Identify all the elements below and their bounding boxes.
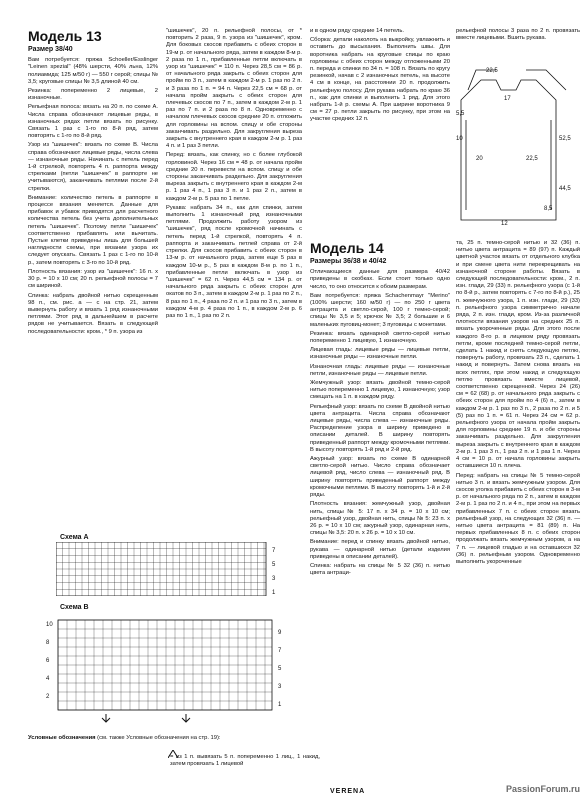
row-number: 10 bbox=[46, 622, 53, 628]
paragraph: Рукава: набрать 34 п., как для спинки, затем выполнить 1 изнаночный ряд изнаночными петлями. Продолжить работу узором из "шишечек", ряд после кромочной начинать с петель перед 1-й стрелкой, повторять 4 п. раппорта и заканчивать петлей справа от 2-й стрелки. Для скосов прибавить с обеих сторон в 13-м р. от начального ряда, затем еще 5 раз в каждом 10-м р., 5 раз в каждом 8-м р. по 1 п., прибавленные петли включать в узор из "шишечек" = 62 п. Через 44,5 см = 134 р. от начального ряда закрыть с обеих сторон для окатов по 3 п., затем в каждом 2-м р. 1 раз по 2 п., 8 раз по 1 п., 4 раза по 2 п. и 1 раз по 3 п., затем в каждом 4-м р. 4 раза по 1 п., в каждом 2-м р. 6 раз по 1 п., 1 раз по 2 п. bbox=[166, 204, 302, 319]
pattern-diagram bbox=[456, 60, 580, 230]
diagram-dim: 44,5 bbox=[559, 186, 571, 192]
row-number: 6 bbox=[46, 658, 50, 664]
row-number: 7 bbox=[272, 548, 276, 554]
paragraph: Резинка: попеременно 2 лицевые, 2 изнаночные. bbox=[28, 88, 158, 102]
legend-item-text: = из 1 п. вывязать 5 п. попеременно 1 лиц., 1 накид, затем провязать 1 лицевой bbox=[170, 754, 320, 768]
paragraph: Узор из "шишечек": вязать по схеме В. Числа справа обозначают лицевые ряды, числа слева — изнаночные ряды. Начинать с петель перед 1-й стрелкой, повторять 4 п. раппорта между стрелками (петли "шишечек" в раппорте не учитываются), заканчивать петлями после 2-й стрелки. bbox=[28, 142, 158, 192]
row-number: 1 bbox=[272, 590, 276, 596]
diagram-dim: 22,5 bbox=[526, 156, 538, 162]
legend-item bbox=[170, 754, 320, 770]
paragraph: "шишечек", 20 п. рельефной полосы, от * повторить 2 раза, 9 п. узора из "шишечек", кром. Для боковых скосов прибавить с обеих сторон в 19-м р. от начального ряда, затем в каждом 8-м р. 2 раза по 1 п., прибавленные петли включать в узор из "шишечек" = 110 п. Через 28,5 см = 86 р. от начального ряда закрыть с обеих сторон для пройм по 3 п., затем в каждом 2-м р. 1 раз по 2 п. и 3 раза по 1 п. = 94 п. Через 22,5 см = 68 р. от начала пройм закрыть с обеих сторон для плечевых скосов по 7 п., затем в каждом 2-м р. 1 раз по 7 п. и 2 раза по 8 п. Одновременно с началом плечевых скосов средние 20 п. отложить для горловины на вспом. спицу и обе стороны заканчивать раздельно. Для закругления выреза закрыть с внутреннего края в каждом 2-м р. 1 раз 4 п. и 1 раз 3 петли. bbox=[166, 28, 302, 150]
schema-b-label: Схема В bbox=[60, 604, 89, 611]
legend-symbol bbox=[168, 750, 178, 758]
paragraph: Жемчужный узор: вязать двойной темно-серой нитью попеременно 1 лицевую, 1 изнаночную; узор смещать на 1 п. в каждом ряду. bbox=[310, 380, 450, 401]
model13-title: Модель 13 bbox=[28, 28, 102, 44]
column-4-top bbox=[456, 28, 580, 44]
paragraph: рельефной полосы 3 раза по 2 п. провязать вместе лицевыми. Вшить рукава. bbox=[456, 28, 580, 42]
diagram-dim: 20 bbox=[476, 156, 483, 162]
paragraph: Внимание: количество петель в раппорте в процессе вязания меняется. Данные для прибавок и убавок приводятся для расчетного количества петель без учета дополнительных петель "шишечек". Поэтому петли "шишечек" соответственно прибавлять или вычитать. Пустые клетки приведены лишь для большей наглядности схемы, при вязании узора их следует опускать. Связать 1 раз с 1-го по 10-й р., затем повторять с 3-го по 10-й ряд. bbox=[28, 194, 158, 266]
schema-a-grid bbox=[56, 542, 286, 596]
model13-size: Размер 38/40 bbox=[28, 46, 73, 53]
paragraph: Рельефный узор: вязать по схеме В двойной нитью цвета антрацита. Числа справа обозначают лицевые ряды, числа слева — изнаночные ряды. Распределение узора в ширину приведено в описании деталей. В ширину повторять приведенный раппорт между кромочными петлями. В высоту повторять 1-й ряд и 2-й ряд. bbox=[310, 403, 450, 453]
paragraph: Спинка: набрать двойной нитью скрещенным 98 п., см. рис. а — с на стр. 21, затем вывернуть работу и вязать 1 ряд изнаночными петлями. Этот ряд в дальнейшем в расчете рядов не учитывается. Вязать в следующей последовательности: кром., * 9 п. узора из bbox=[28, 292, 158, 335]
row-number: 9 bbox=[278, 630, 282, 636]
row-number: 3 bbox=[278, 684, 282, 690]
row-number: 2 bbox=[46, 694, 50, 700]
paragraph: Спинка: набрать на спицы № 5 32 (36) п. нитью цвета антраци- bbox=[310, 562, 450, 577]
row-number: 8 bbox=[46, 640, 50, 646]
paragraph: и в одном ряду средние 14 петель. bbox=[310, 28, 404, 34]
paragraph: Плотность вязания: жемчужный узор, двойная нить, спицы № 5: 17 п. х 34 р. = 10 х 10 см; рельефный узор, двойная нить, спицы № 5: 23 п. х 26 р. = 10 х 10 см; ажурный узор, одинарная нить, спицы № 3,5: 20 п. х 26 р. = 10 х 10 см. bbox=[310, 501, 450, 537]
row-number: 7 bbox=[278, 648, 282, 654]
watermark: PassionForum.ru bbox=[505, 784, 580, 794]
column-3-top bbox=[310, 28, 450, 228]
diagram-dim: 17 bbox=[504, 96, 511, 102]
row-number: 3 bbox=[272, 576, 276, 582]
paragraph: Перед: набрать на спицы № 5 темно-серой нитью 3 п. и вязать жемчужным узором. Для скосов уголка прибавить с обеих сторон в 3-м р. от начального ряда по 2 п., затем в каждом 2-м р. 1 раз по 2 п. и 4 п., при этом на первых прибавленных 7 п. с обеих сторон вязать рельефный узор, на следующих 32 (36) п. — нитью цвета антрацита = 81 (89) п. На первых прибавленных 8 п. с обеих сторон продолжать вязать жемчужным узором, а на 7 п. — лицевой гладью и на оставшихся 32 (36) п. рельефным узором. Одновременно выполнить укороченные bbox=[456, 472, 580, 565]
schema-a-label: Схема А bbox=[60, 534, 89, 541]
diagram-dim: 52,5 bbox=[559, 136, 571, 142]
paragraph: Лицевая гладь: лицевые ряды — лицевые петли, изнаночные ряды — изнаночные петли. bbox=[310, 347, 450, 361]
row-number: 1 bbox=[278, 702, 282, 708]
paragraph: Сборка: детали наколоть на выкройку, увлажнить и оставить до высыхания. Выполнить швы. Для воротника набрать на круговые спицы по краю горловины с обеих сторон между отложенными 20 п. переда и спинки по 34 п. = 108 п. Вязать по кругу резинкой, начав с 2 изнаночных петель, на высоте 4 см в конце, на расстоянии 20 п. продолжить рельефную полосу. Для рукава набрать по краю 36 п., как для спинки и выполнить 1 ряд. Для этого набрать 1-й р. схемы А. При ширине воротника 9 см = 27 р. петли закрыть по рисунку, при этом на участке средних 12 п. bbox=[310, 37, 450, 123]
magazine-footer: VERENA bbox=[330, 788, 366, 795]
diagram-dim: 10 bbox=[456, 136, 463, 142]
diagram-dim: 8,5 bbox=[544, 206, 553, 212]
paragraph: та, 25 п. темно-серой нитью и 32 (36) п. нитью цвета антрацита = 89 (97) п. Каждый цветной участок вязать от отдельного клубка и при смене цвета нити перекрещивать на изнаночной стороне работы. Вязать в следующей последовательности: кром., 2 п. изн. глади, 29 (33) п. рельефного узора (с 1-й по 8-й р., затем повторять с 7-го по 8-й р.), 25 п. жемчужного узора, 1 п. изн. глади, 29 (33) п. рельефного узора симметрично начале ряда, 2 п. изн. глади, кром. Из-за различной плотности вязания узоров на средних 25 п. вязать укороченные ряды. Для этого после каждого 8-го р. в лицевом ряду провязать петли, кроме последней темно-серой петли, сделать 1 накид и снять следующую петлю, повернуть работу, провязать 23 п., сделать 1 накид и повернуть. Затем снова вязать на всех петлях, при этом накид и следующую петлю провязать вместе лицевой, соответственно скрещенной. Через 24 (26) см = 62 (68) р. от начального ряда закрыть с обеих сторон для пройм по 4 (6) п., затем в каждом 2-м р. 1 раз по 3 п., 2 раза по 2 п. и 5 (5) раз по 1 п. = 61 п. Через 24 см = 62 р. рельефного узора от начала пройм закрыть для горловины средние 19 п. и обе стороны заканчивать раздельно. Для закругления выреза закрыть с внутреннего края в каждом 2-м р. 1 раз 3 п., 1 раз 2 п. и 1 раз 1 п. Через 4 см = 10 р. от начала горловины закрыть оставшиеся 10 п. плеча. bbox=[456, 240, 580, 470]
legend-title: Условные обозначения (см. также Условные обозначения на стр. 19): bbox=[28, 735, 221, 741]
model14-sizes: Размеры 36/38 и 40/42 bbox=[310, 258, 387, 265]
row-number: 5 bbox=[278, 666, 282, 672]
diagram-dim: 12 bbox=[501, 221, 508, 227]
paragraph: Вам потребуется: пряжа Schoeller/Esslinger "Leinen spezial" (48% шерсти, 40% льна, 12% полиамида; 125 м/50 г) — 550 г серой; спицы № 3,5; круговые спицы № 3,5 длиной 40 см. bbox=[28, 57, 158, 85]
column-2 bbox=[166, 28, 302, 528]
paragraph: Изнаночная гладь: лицевые ряды — изнаночные петли, изнаночные ряды — лицевые петли. bbox=[310, 363, 450, 377]
paragraph: Ажурный узор: вязать по схеме В одинарной светло-серой нитью. Число справа обозначает лицевой ряд, число слева — изнаночный ряд. В ширину повторять приведенный раппорт между кромочными петлями. В высоту повторять 1-й и 2-й ряды. bbox=[310, 456, 450, 499]
paragraph: Вам потребуется: пряжа Schachenmayr "Merino" (100% шерсти; 160 м/50 г) — по 250 г цвета антрацита и светло-серой, 100 г темно-серой; спицы № 3,5 и 5; крючок № 3,5; 2 большие и 6 маленьких пуговиц-монет; 3 пуговицы с монетами. bbox=[310, 292, 450, 328]
paragraph: Плотность вязания: узор из "шишечек": 16 п. х 30 р. = 10 х 10 см; 20 п. рельефной полосы = 7 см шириной. bbox=[28, 268, 158, 290]
paragraph: Отличающиеся данные для размера 40/42 приведены в скобках. Если стоит только одно число, то оно относится к обоим размерам. bbox=[310, 269, 450, 290]
diagram-dim: 22,5 bbox=[486, 68, 498, 74]
row-number: 4 bbox=[46, 676, 50, 682]
paragraph: Перед: вязать, как спинку, но с более глубокой горловиной. Через 16 см = 48 р. от начала пройм средние 20 п. перевести на вспом. спицу и обе стороны заканчивать раздельно. Для закругления выреза закрыть с внутреннего края в каждом 2-м р. 1 раз 4 п., 1 раз 3 п. и 1 раз 2 п., затем в каждом 2-м р. 5 раз по 1 петле. bbox=[166, 152, 302, 202]
column-4-model14 bbox=[456, 240, 580, 568]
diagram-dim: 5,5 bbox=[456, 111, 465, 117]
column-1 bbox=[28, 28, 158, 338]
paragraph: Внимание: перед и спинку вязать двойной нитью, рукава — одинарной нитью (детали изделия приведены в описании деталей). bbox=[310, 539, 450, 560]
column-3-model14 bbox=[310, 240, 450, 579]
model14-title: Модель 14 bbox=[310, 240, 384, 256]
row-number: 5 bbox=[272, 562, 276, 568]
schema-b-grid bbox=[46, 614, 291, 724]
legend bbox=[28, 735, 328, 744]
paragraph: Резинка: вязать одинарной светло-серой нитью попеременно 1 лицевую, 1 изнаночную. bbox=[310, 330, 450, 345]
paragraph: Рельефная полоса: вязать на 20 п. по схеме А. Числа справа обозначают лицевые ряды, в изнаночных рядах петли вязать по рисунку. Связать 1 раз с 1-го по 8-й ряд, затем повторять с 1-го по 8-й ряд. bbox=[28, 104, 158, 140]
